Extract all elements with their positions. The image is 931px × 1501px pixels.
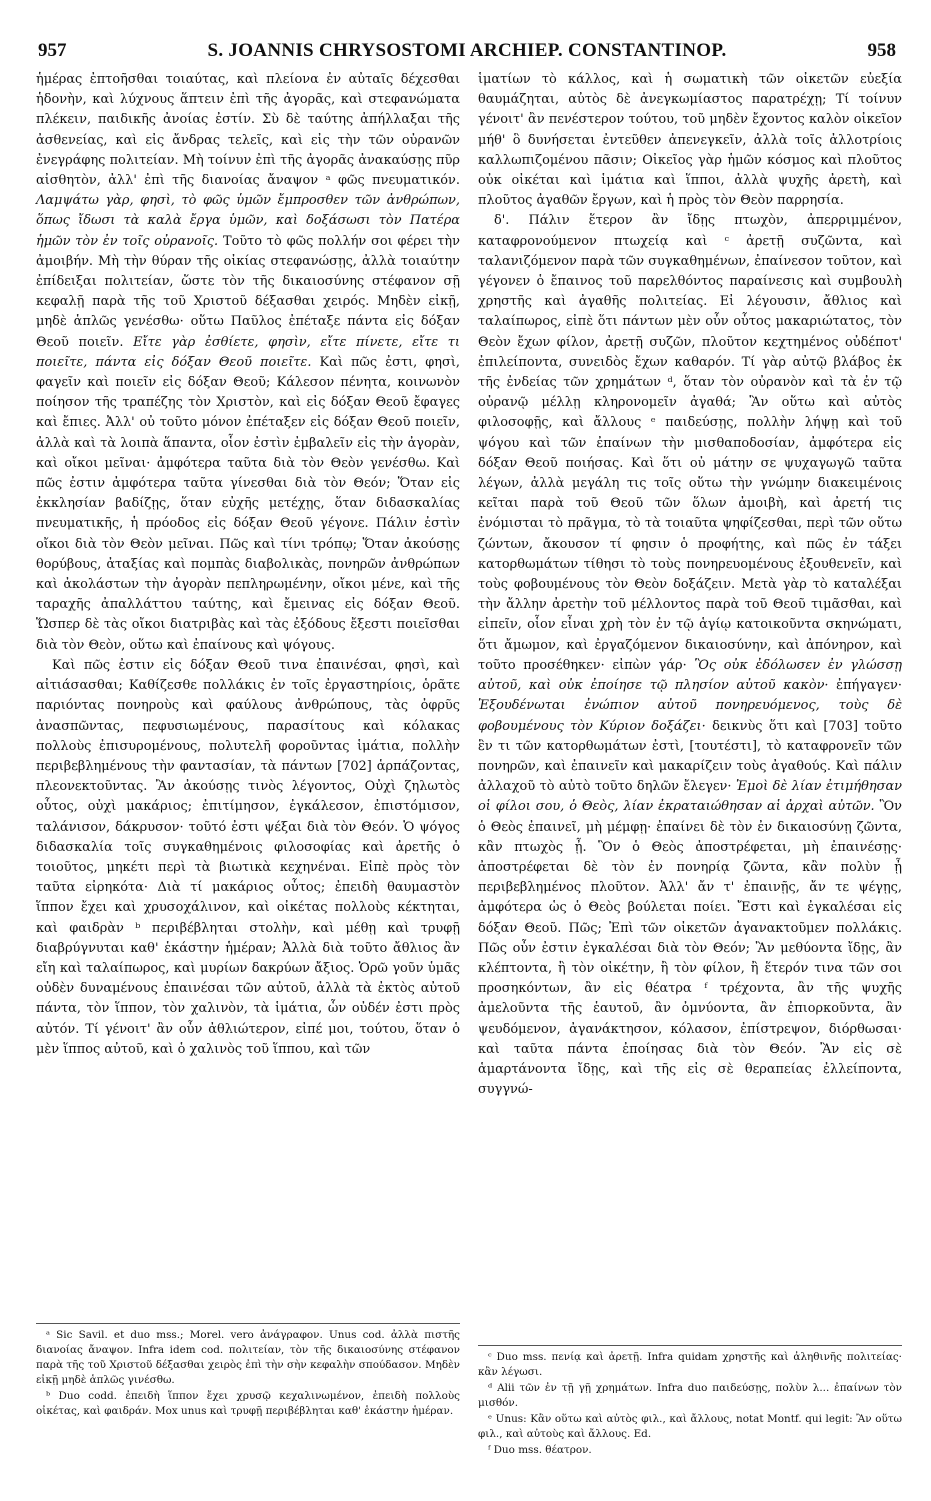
page-number-right: 958 [867, 40, 896, 61]
footnote-divider-left [36, 1323, 460, 1324]
footnote-a: ᵃ Sic Savil. et duo mss.; Morel. vero ἀνάγραφον. Unus cod. ἀλλὰ πιστῆς διανοίας ἄναψον. Infra idem cod. πολιτείαν, τὸν τῆς δικαιοσύνης στέφανον παρὰ τῆς τοῦ Χριστοῦ δέξασθαι χειρὸς ἐπὶ τὴν σὴν κεφαλὴν σπούδασον. Μηδὲν εἰκῇ μηδὲ ἁπλῶς γινέσθω. [36, 1329, 460, 1386]
right-column [478, 70, 902, 1100]
text-span: Ὃν ὁ Θεὸς ἐπαινεῖ, μὴ μέμφῃ· ἐπαίνει δὲ τὸν ἐν δικαιοσύνῃ ζῶντα, κἂν πτωχὸς ᾖ. Ὃν ὁ Θεὸς ἀποστρέφεται, μὴ ἐπαινέσῃς· ἀποστρέφεται δὲ τὸν ἐν πονηρίᾳ ζῶντα, κἂν πολὺν ᾖ περιβεβλημένος πλοῦτον. Ἀλλ' ἄν τ' ἐπαινῇς, ἄν τε ψέγῃς, ἀμφότερα ὡς ὁ Θεὸς βούλεται ποίει. Ἔστι καὶ ἐγκαλέσαι εἰς δόξαν Θεοῦ. Πῶς; Ἐπὶ τῶν οἰκετῶν ἀγανακτοῦμεν πολλάκις. Πῶς οὖν ἐστιν ἐγκαλέσαι διὰ τὸν Θεόν; Ἂν μεθύοντα ἴδῃς, ἂν κλέπτοντα, ἢ τὸν οἰκέτην, ἢ τὸν φίλον, ἢ ἕτερόν τινα τῶν σοι προσηκόντων, ἂν εἰς θέατρα ᶠ τρέχοντα, ἂν τῆς ψυχῆς ἀμελοῦντα τῆς ἑαυτοῦ, ἂν ὀμνύοντα, ἂν ἐπιορκοῦντα, ἂν ψευδόμενον, ἀγανάκτησον, κόλασον, ἐπίστρεψον, διόρθωσαι· καὶ ταῦτα πάντα ἐποίησας διὰ τὸν Θεόν. Ἂν εἰς σὲ ἁμαρτάνοντα ἴδῃς, καὶ τῆς εἰς σὲ θεραπείας ἐλλείποντα, συγγνώ- [478, 799, 902, 1098]
footnote-divider-right [478, 1345, 902, 1346]
right-paragraph-2 [478, 211, 902, 1100]
scripture-quote: Εἴτε γὰρ ἐσθίετε, φησὶν, εἴτε πίνετε, εἴτε τι ποιεῖτε, πάντα εἰς δόξαν Θεοῦ ποιεῖτε. [36, 334, 460, 370]
footnote-e: ᵉ Unus: Κἂν οὕτω καὶ αὐτὸς φιλ., καὶ ἄλλους, notat Montf. qui legit: Ἂν οὕτω φιλ., καὶ αὐτοὺς καὶ ἄλλους. Ed. [478, 1413, 902, 1440]
left-column [36, 70, 460, 1060]
footnote-c: ᶜ Duo mss. πενίᾳ καὶ ἀρετῇ. Infra quidam χρηστῆς καὶ ἀληθινῆς πολιτείας· κἂν λέγωσι. [478, 1351, 902, 1378]
text-span: δεικνὺς ὅτι καὶ [703] τοῦτο ἓν τι τῶν κατορθωμάτων ἐστὶ, [τουτέστι], τὸ καταφρονεῖν τῶν πονηρῶν, καὶ ἐπαινεῖν καὶ μακαρίζειν τοὺς ἀγαθούς. Καὶ πάλιν ἀλλαχοῦ τὸ αὐτὸ τοῦτο δηλῶν ἔλεγεν· [478, 718, 902, 795]
text-span: Καὶ πῶς ἐστι, φησὶ, φαγεῖν καὶ ποιεῖν εἰς δόξαν Θεοῦ; Κάλεσον πένητα, κοινωνὸν ποίησον τῆς τραπέζης τὸν Χριστὸν, καὶ εἰς δόξαν Θεοῦ ἔφαγες καὶ ἔπιες. Ἀλλ' οὐ τοῦτο μόνον ἐπέταξεν εἰς δόξαν Θεοῦ ποιεῖν, ἀλλὰ καὶ τὰ λοιπὰ ἅπαντα, οἷον ἐστὶν ἐμβαλεῖν εἰς τὴν ἀγορὰν, καὶ οἴκοι μεῖναι· ἀμφότερα ταῦτα διὰ τὸν Θεὸν γενέσθω. Καὶ πῶς ἐστιν ἀμφότερα ταῦτα γίνεσθαι διὰ τὸν Θεόν; Ὅταν εἰς ἐκκλησίαν βαδίζῃς, ὅταν εὐχῆς μετέχῃς, ὅταν διδασκαλίας πνευματικῆς, ἡ πρόοδος εἰς δόξαν Θεοῦ γέγονε. Πάλιν ἐστὶν οἴκοι διὰ τὸν Θεὸν μεῖναι. Πῶς καὶ τίνι τρόπῳ; Ὅταν ἀκούσῃς θορύβους, ἀταξίας καὶ πομπὰς διαβολικὰς, πονηρῶν ἀνθρώπων καὶ ἀκολάστων τὴν ἀγορὰν πεπληρωμένην, οἴκοι μένε, καὶ τῆς ταραχῆς ἀπαλλάττου ταύτης, καὶ ἔμεινας εἰς δόξαν Θεοῦ. Ὥσπερ δὲ τὰς οἴκοι διατριβὰς καὶ τὰς ἐξόδους ἔξεστι ποιεῖσθαι διὰ τὸν Θεὸν, οὕτω καὶ ἐπαίνους καὶ ψόγους. [36, 354, 460, 653]
right-paragraph-1: ἱματίων τὸ κάλλος, καὶ ἡ σωματικὴ τῶν οἰκετῶν εὐεξία θαυμάζηται, αὐτὸς δὲ ἀνεγκωμίαστος παρατρέχῃ; Τί τοίνυν γένοιτ' ἂν πενέστερον τούτου, τοῦ μηδὲν ἔχοντος καλὸν οἰκεῖον μήθ' ὃ δυνήσεται ἐντεῦθεν ἀπενεγκεῖν, ἀλλὰ τοῖς ἀλλοτρίοις καλλωπιζομένου πᾶσιν; Οἰκεῖος γὰρ ἡμῶν κόσμος καὶ πλοῦτος οὐκ οἰκέται καὶ ἱμάτια καὶ ἵπποι, ἀλλὰ ψυχῆς ἀρετὴ, καὶ πλοῦτος ἀγαθῶν ἔργων, καὶ ἡ πρὸς τὸν Θεὸν παρρησία. [478, 72, 902, 209]
page-number-left: 957 [38, 40, 67, 61]
left-paragraph-2: Καὶ πῶς ἐστιν εἰς δόξαν Θεοῦ τινα ἐπαινέσαι, φησὶ, καὶ αἰτιάσασθαι; Καθίζεσθε πολλάκις ἐν τοῖς ἐργαστηρίοις, ὁρᾶτε παριόντας πονηροὺς καὶ φαύλους ἀνθρώπους, τὰς ὀφρῦς ἀνασπῶντας, πεφυσιωμένους, παρασίτους καὶ κόλακας πολλοὺς ἐπισυρομένους, πολυτελῆ φοροῦντας ἱμάτια, πολλὴν περιβεβλημένους τὴν φαντασίαν, τὰ πάντων [702] ἁρπάζοντας, πλεονεκτοῦντας. Ἂν ἀκούσῃς τινὸς λέγοντος, Οὐχὶ ζηλωτὸς οὗτος, οὐχὶ μακάριος; ἐπιτίμησον, ἐγκάλεσον, ἐπιστόμισον, ταλάνισον, δάκρυσον· τοῦτό ἐστι ψέξαι διὰ τὸν Θεόν. Ὁ ψόγος διδασκαλία τοῖς συγκαθημένοις φιλοσοφίας καὶ ἀρετῆς ὁ τοιοῦτος, μηκέτι περὶ τὰ βιωτικὰ κεχηνέναι. Εἰπὲ πρὸς τὸν ταῦτα εἰρηκότα· Διὰ τί μακάριος οὗτος; ἐπειδὴ θαυμαστὸν ἵππον ἔχει καὶ χρυσοχάλινον, καὶ οἰκέτας πολλοὺς κέκτηται, καὶ φαιδρὰν ᵇ περιβέβληται στολὴν, καὶ μέθῃ καὶ τρυφῇ διαβρύγνυται καθ' ἑκάστην ἡμέραν; Ἀλλὰ διὰ τοῦτο ἄθλιος ἂν εἴη καὶ ταλαίπωρος, καὶ μυρίων δακρύων ἄξιος. Ὁρῶ γοῦν ὑμᾶς οὐδὲν δυναμένους ἐπαινέσαι τῶν αὐτοῦ, ἀλλὰ τὰ ἐκτὸς αὐτοῦ πάντα, τὸν ἵππον, τὸν χαλινὸν, τὰ ἱμάτια, ὧν οὐδέν ἐστι πρὸς αὐτόν. Τί γένοιτ' ἂν οὖν ἀθλιώτερον, εἰπέ μοι, τούτου, ὅταν ὁ μὲν ἵππος αὐτοῦ, καὶ ὁ χαλινὸς τοῦ ἵππου, καὶ τῶν [36, 657, 460, 1057]
left-paragraph-1 [36, 70, 460, 656]
text-span: ἡμέρας ἐπτοῆσθαι τοιαύτας, καὶ πλείονα ἐν αὐταῖς δέχεσθαι ἡδονὴν, καὶ λύχνους ἅπτειν ἐπὶ τῆς ἀγορᾶς, καὶ στεφανώματα πλέκειν, παιδικῆς ἀνοίας ἐστίν. Σὺ δὲ ταύτης ἀπήλλαξαι τῆς ἀσθενείας, καὶ εἰς ἄνδρας τελεῖς, καὶ εἰς τὴν τῶν οὐρανῶν ἐνεγράφης πολιτείαν. Μὴ τοίνυν ἐπὶ τῆς ἀγορᾶς ἀνακαύσῃς πῦρ αἰσθητὸν, ἀλλ' ἐπὶ τῆς διανοίας ἄναψον ᵃ φῶς πνευματικόν. [36, 72, 460, 189]
scripture-quote: Ὃς οὐκ ἐδόλωσεν ἐν γλώσσῃ αὐτοῦ, καὶ οὐκ ἐποίησε τῷ πλησίον αὐτοῦ κακὸν· [478, 657, 902, 694]
text-span: Τοῦτο τὸ φῶς πολλήν σοι φέρει τὴν ἀμοιβήν. Μὴ τὴν θύραν τῆς οἰκίας στεφανώσῃς, ἀλλὰ τοιαύτην ἐπίδειξαι πολιτείαν, ὥστε τὸν τῆς δικαιοσύνης στέφανον σῇ κεφαλῇ παρὰ τῆς τοῦ Χριστοῦ δέξασθαι χειρός. Μηδὲν εἰκῇ, μηδὲ ἁπλῶς γενέσθω· οὕτω Παῦλος ἐπέταξε πάντα εἰς δόξαν Θεοῦ ποιεῖν. [36, 233, 460, 350]
scripture-quote: Λαμψάτω γὰρ, φησὶ, τὸ φῶς ὑμῶν ἔμπροσθεν τῶν ἀνθρώπων, ὅπως ἴδωσι τὰ καλὰ ἔργα ὑμῶν, καὶ δοξάσωσι τὸν Πατέρα ἡμῶν τὸν ἐν τοῖς οὐρανοῖς. [36, 193, 460, 249]
scripture-quote: Ἐξουδένωται ἐνώπιον αὐτοῦ πονηρευόμενος, τοὺς δὲ φοβουμένους τὸν Κύριον δοξάζει· [478, 698, 902, 734]
scripture-quote: Ἐμοὶ δὲ λίαν ἐτιμήθησαν οἱ φίλοι σου, ὁ Θεὸς, λίαν ἐκραταιώθησαν αἱ ἀρχαὶ αὐτῶν. [478, 779, 902, 815]
page-header [38, 40, 896, 70]
text-span: ἐπήγαγεν· [836, 678, 902, 694]
running-title: S. JOANNIS CHRYSOSTOMI ARCHIEP. CONSTANTINOP. [207, 40, 727, 61]
footnote-f: ᶠ Duo mss. θέατρον. [488, 1444, 592, 1456]
footnote-d: ᵈ Alii τῶν ἐν τῇ γῇ χρημάτων. Infra duo παιδεύσῃς, πολὺν λ... ἐπαίνων τὸν μισθόν. [478, 1382, 902, 1409]
footnotes-right [478, 1350, 902, 1459]
footnote-b: ᵇ Duo codd. ἐπειδὴ ἵππον ἔχει χρυσῷ κεχαλινωμένον, ἐπειδὴ πολλοὺς οἰκέτας, καὶ φαιδράν. Mox unus καὶ τρυφῇ περιβέβληται καθ' ἑκάστην ἡμέραν. [36, 1390, 460, 1417]
footnotes-left [36, 1328, 460, 1420]
text-span: δ'. Πάλιν ἕτερον ἂν ἴδῃς πτωχὸν, ἀπερριμμένον, καταφρονούμενον πτωχείᾳ καὶ ᶜ ἀρετῇ συζῶντα, καὶ ταλανιζόμενον παρὰ τῶν συγκαθημένων, ἐπαίνεσον τοῦτον, καὶ γέγονεν ὁ ἔπαινος τοῦ παρελθόντος παραίνεσις καὶ συμβουλὴ χρηστῆς καὶ ἀγαθῆς πολιτείας. Εἰ λέγουσιν, ἄθλιος καὶ ταλαίπωρος, εἰπὲ ὅτι πάντων μὲν οὖν οὗτος μακαριώτατος, τὸν Θεὸν ἔχων φίλον, ἀρετῇ συζῶν, πλοῦτον κεχτημένος οὐδέποτ' ἐπιλείποντα, συνειδὸς ἔχων καθαρόν. Τί γὰρ αὐτῷ βλάβος ἐκ τῆς ἐνδείας τῶν χρημάτων ᵈ, ὅταν τὸν οὐρανὸν καὶ τὰ ἐν τῷ οὐρανῷ μέλλῃ κληρονομεῖν ἀγαθά; Ἂν οὕτω καὶ αὐτὸς φιλοσοφῇς, καὶ ἄλλους ᵉ παιδεύσῃς, πολλὴν λήψῃ καὶ τοῦ ψόγου καὶ τῶν ἐπαίνων τὴν μισθαποδοσίαν, ἀμφότερα εἰς δόξαν Θεοῦ ποιήσας. Καὶ ὅτι οὐ μάτην σε ψυχαγωγῶ ταῦτα λέγων, ἀλλὰ μεγάλη τις τοῖς οὕτω τὴν γνώμην διακειμένοις κεῖται παρὰ τοῦ Θεοῦ τῶν ὅλων ἀμοιβὴ, καὶ ἀρετή τις ἐνόμισται τὸ πρᾶγμα, τὸ τὰ τοιαῦτα ψηφίζεσθαι, περὶ τῶν οὕτω ζώντων, ἄκουσον τί φησιν ὁ προφήτης, καὶ πῶς ἐν τάξει κατορθωμάτων τίθησι τὸ τοὺς πονηρευομένους ἐξουθενεῖν, καὶ τοὺς φοβουμένους τὸν Θεὸν δοξάζειν. Μετὰ γὰρ τὸ καταλέξαι τὴν ἄλλην ἀρετὴν τοῦ μέλλοντος παρὰ τοῦ Θεοῦ τιμᾶσθαι, καὶ εἰπεῖν, οἷον εἶναι χρὴ τὸν ἐν τῷ ἁγίῳ κατοικοῦντα σκηνώματι, ὅτι ἄμωμον, καὶ ἐργαζόμενον δικαιοσύνην, καὶ ἀπόνηρον, καὶ τοῦτο προσέθηκεν· εἰπὼν γάρ· [478, 213, 902, 673]
